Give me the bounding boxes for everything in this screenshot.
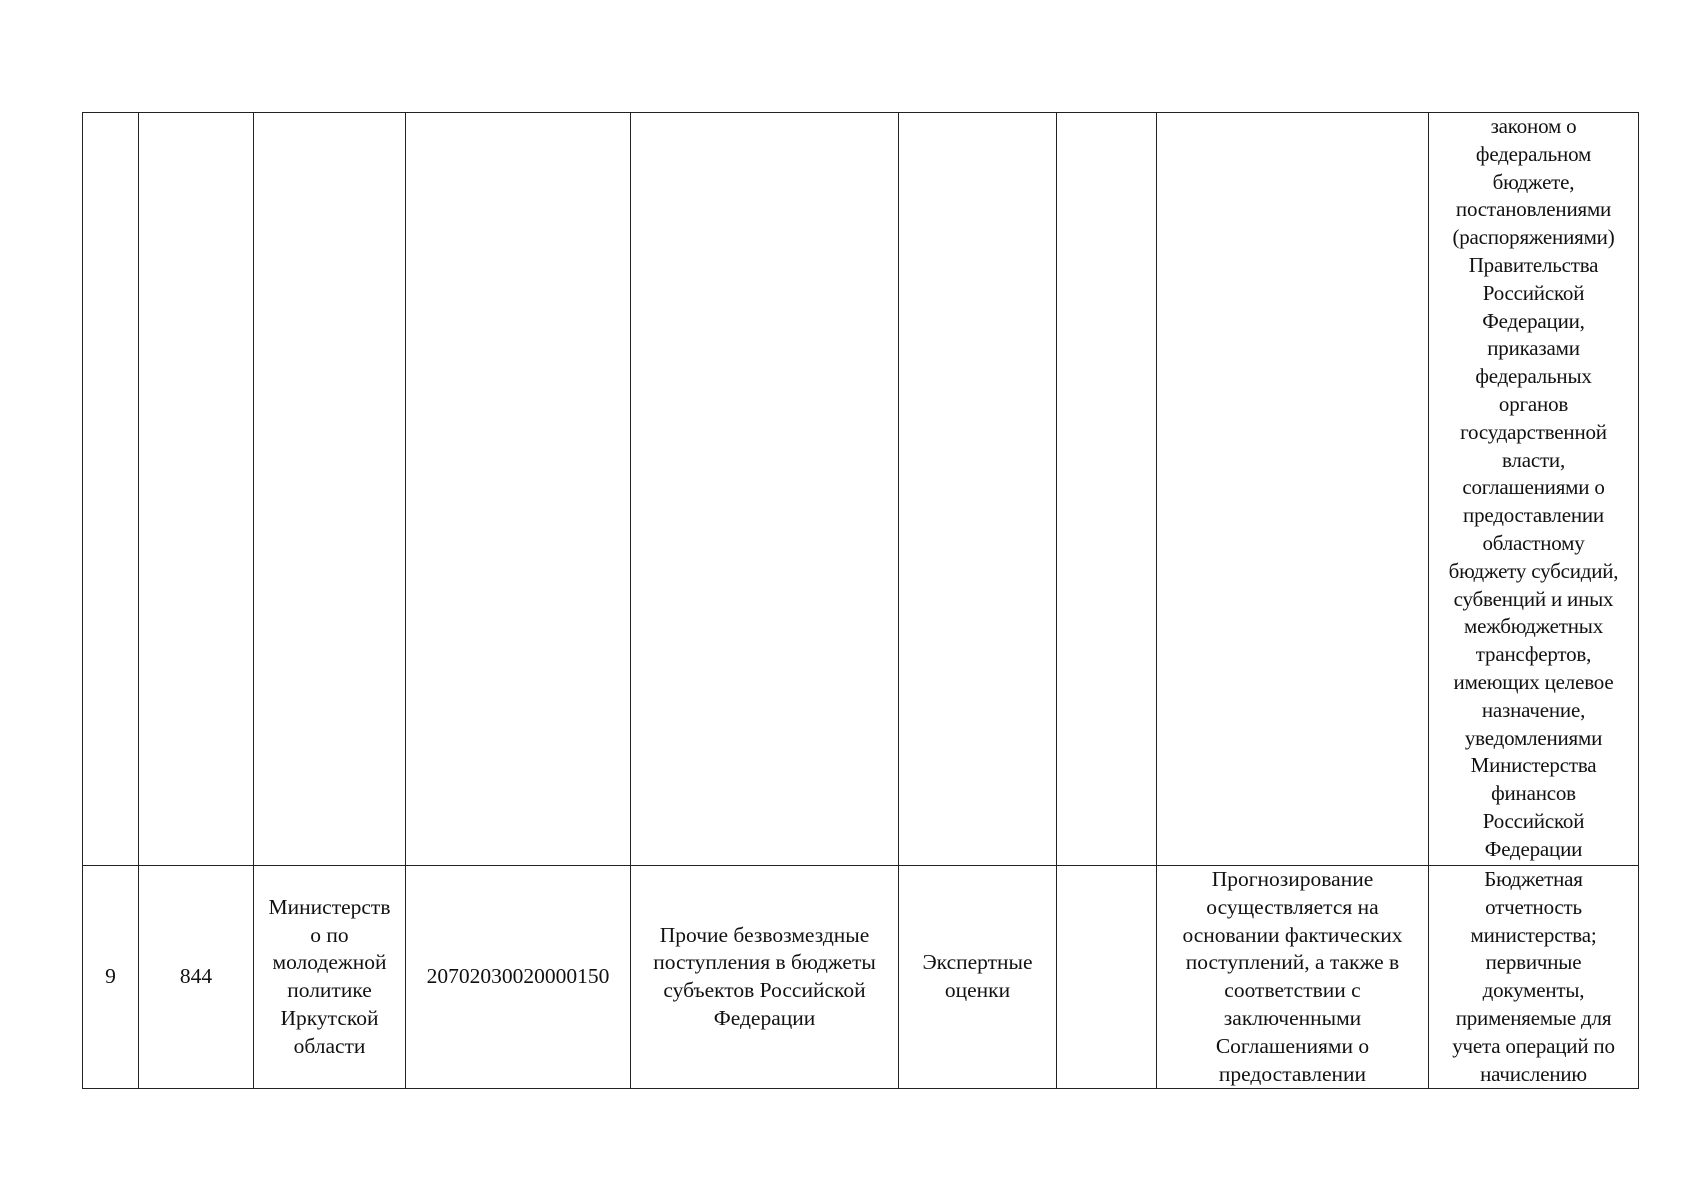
cell-method — [899, 113, 1057, 866]
cell-source — [1429, 866, 1639, 1089]
source-line: законом о — [1490, 114, 1577, 138]
source-line: власти, — [1501, 447, 1566, 472]
source-line: Бюджетная — [1484, 867, 1583, 891]
source-line: органов — [1498, 391, 1569, 416]
source-line: начислению — [1480, 1061, 1587, 1086]
admin-name-line: Иркутской — [280, 1005, 379, 1030]
cell-income-name — [631, 866, 899, 1089]
source-line: Федерации — [1484, 836, 1583, 861]
source-line: министерства; — [1470, 922, 1597, 947]
cell-algorithm — [1157, 113, 1429, 866]
source-line: межбюджетных — [1463, 614, 1603, 639]
revenue-forecast-table — [82, 112, 1639, 1089]
source-line: приказами — [1487, 336, 1580, 361]
cell-algorithm — [1157, 866, 1429, 1089]
table-row-9 — [83, 866, 1639, 1089]
source-line: трансфертов, — [1475, 642, 1592, 667]
cell-number: 9 — [83, 866, 139, 1089]
source-line: областному — [1482, 530, 1585, 555]
cell-source-continuation — [1429, 113, 1639, 866]
source-line: постановлениями — [1455, 197, 1612, 222]
algorithm-line: Прогнозирование — [1211, 867, 1374, 891]
source-line: Российской — [1482, 808, 1585, 833]
source-line: (распоряжениями) — [1452, 225, 1615, 250]
cell-income-name — [631, 113, 899, 866]
source-line: Российской — [1482, 280, 1585, 305]
income-name-line: Прочие безвозмездные — [659, 922, 870, 947]
source-line: учета операций по — [1452, 1033, 1615, 1058]
source-line: предоставлении — [1463, 503, 1604, 528]
income-name-line: Федерации — [713, 1005, 816, 1030]
cell-formula — [1057, 866, 1157, 1089]
cell-admin-name — [254, 866, 406, 1089]
source-line: уведомлениями — [1464, 725, 1603, 750]
source-line: применяемые для — [1455, 1005, 1612, 1030]
table-row-continuation — [83, 113, 1639, 866]
cell-formula — [1057, 113, 1157, 866]
algorithm-line: Соглашениями о — [1215, 1033, 1370, 1058]
source-line: финансов — [1491, 781, 1576, 806]
algorithm-line: заключенными — [1223, 1005, 1362, 1030]
source-line: Правительства — [1468, 252, 1599, 277]
source-line: бюджету субсидий, — [1448, 558, 1619, 583]
source-line: федеральных — [1475, 364, 1592, 389]
cell-admin-code — [139, 113, 254, 866]
algorithm-line: соответствии с — [1224, 978, 1361, 1003]
cell-admin-code: 844 — [139, 866, 254, 1089]
source-line: назначение, — [1481, 697, 1586, 722]
cell-number — [83, 113, 139, 866]
source-line: первичные — [1485, 950, 1582, 975]
method-line: оценки — [944, 978, 1011, 1003]
source-line: федеральном — [1475, 141, 1592, 166]
cell-kbk: 20702030020000150 — [406, 866, 631, 1089]
cell-kbk — [406, 113, 631, 866]
source-line: субвенций и иных — [1453, 586, 1614, 611]
source-line: государственной — [1460, 419, 1607, 444]
source-line: Федерации, — [1482, 308, 1585, 333]
source-line: Министерства — [1470, 753, 1597, 778]
admin-name-line: Министерств — [268, 894, 391, 919]
algorithm-line: осуществляется на — [1206, 894, 1379, 919]
cell-method — [899, 866, 1057, 1089]
method-line: Экспертные — [922, 950, 1033, 975]
admin-name-line: области — [293, 1033, 366, 1058]
algorithm-line: поступлений, а также в — [1185, 950, 1400, 975]
algorithm-line: основании фактических — [1182, 922, 1403, 947]
algorithm-line: предоставлении — [1218, 1061, 1367, 1086]
income-name-line: субъектов Российской — [663, 978, 866, 1003]
source-line: соглашениями о — [1462, 475, 1605, 500]
source-line: бюджете, — [1492, 169, 1575, 194]
source-line: имеющих целевое — [1453, 669, 1614, 694]
income-name-line: поступления в бюджеты — [653, 950, 876, 975]
admin-name-line: молодежной — [272, 950, 387, 975]
source-line: отчетность — [1485, 894, 1582, 919]
admin-name-line: о по — [310, 922, 349, 947]
source-line: документы, — [1482, 978, 1585, 1003]
cell-admin-name — [254, 113, 406, 866]
admin-name-line: политике — [287, 978, 372, 1003]
